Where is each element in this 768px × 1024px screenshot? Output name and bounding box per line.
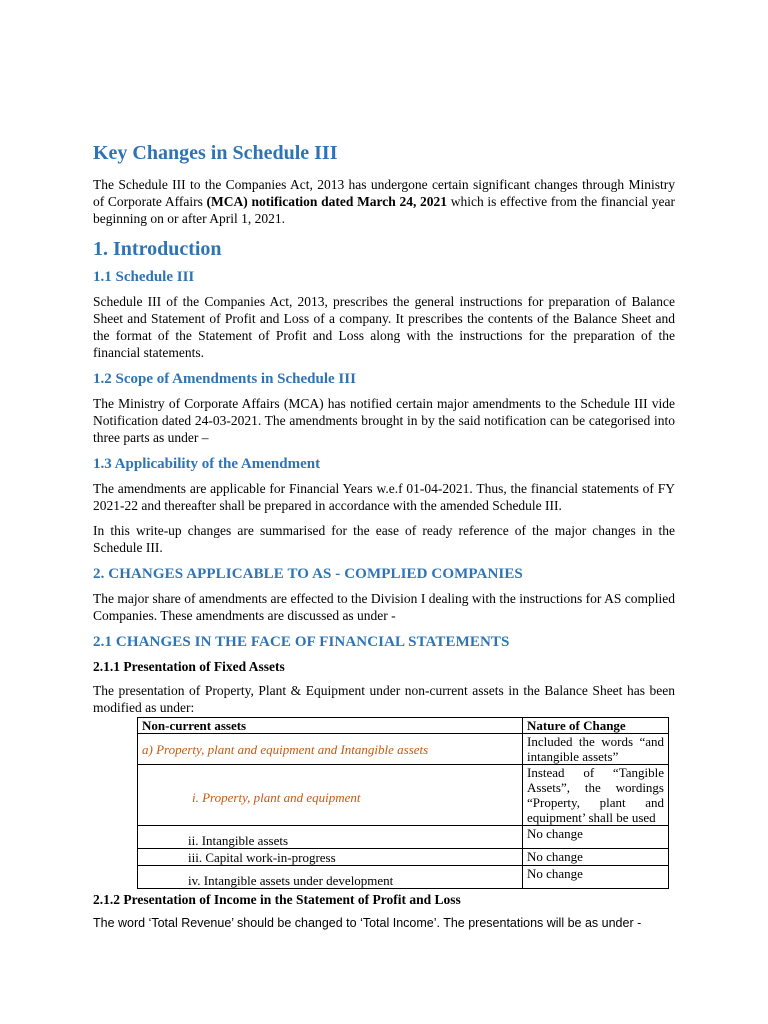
section-2-1-2-text: The word ‘Total Revenue’ should be changed to ‘Total Income’. The presentations will be as under -	[93, 916, 642, 930]
table-row	[138, 849, 669, 866]
section-2-heading: 2. CHANGES APPLICABLE TO AS - COMPLIED COMPANIES	[93, 566, 523, 582]
table-cell: No change	[523, 849, 669, 866]
section-1-title: Introduction	[113, 238, 222, 260]
changes-table	[137, 717, 669, 889]
section-1-3-text-2: In this write-up changes are summarised for the ease of ready reference of the major changes in the Schedule III.	[93, 523, 675, 555]
table-cell: No change	[523, 826, 669, 849]
document-title: Key Changes in Schedule III	[93, 142, 338, 164]
table-cell: Included the words “and intangible assets”	[523, 734, 669, 765]
table-row	[138, 866, 669, 889]
section-1-2-text: The Ministry of Corporate Affairs (MCA) has notified certain major amendments to the Schedule III vide Notification dated 24-03-2021. The amendments brought in by the said notification can be categorised into three parts as under –	[93, 396, 675, 445]
section-1-2-heading: 1.2 Scope of Amendments in Schedule III	[93, 371, 356, 387]
section-1-1-heading: 1.1 Schedule III	[93, 269, 195, 285]
section-2-1-heading: 2.1 CHANGES IN THE FACE OF FINANCIAL STATEMENTS	[93, 634, 510, 650]
table-cell: iv. Intangible assets under development	[138, 866, 523, 889]
table-cell: a) Property, plant and equipment and Intangible assets	[138, 734, 523, 765]
intro-paragraph	[93, 176, 675, 227]
section-2-1-2-heading: 2.1.2 Presentation of Income in the Statement of Profit and Loss	[93, 892, 461, 907]
document-content	[93, 140, 675, 940]
section-1-3-text-1: The amendments are applicable for Financial Years w.e.f 01-04-2021. Thus, the financial statements of FY 2021-22 and thereafter shall be prepared in accordance with the amended Schedule III.	[93, 481, 675, 513]
table-cell: iii. Capital work-in-progress	[138, 849, 523, 866]
table-row	[138, 734, 669, 765]
section-1-number: 1.	[93, 238, 108, 260]
table-cell: ii. Intangible assets	[138, 826, 523, 849]
section-2-1-1-heading: 2.1.1 Presentation of Fixed Assets	[93, 659, 285, 674]
table-header-cell: Non-current assets	[138, 718, 523, 734]
intro-text-end: which is effective from the financial year beginning on or after April 1, 2021.	[93, 194, 675, 226]
table-row	[138, 826, 669, 849]
intro-text-bold: (MCA) notification dated March 24, 2021	[206, 194, 448, 209]
intro-text-start: The Schedule III to the Companies Act, 2013 has undergone certain significant changes through Ministry of Corporate Affairs	[93, 177, 675, 209]
section-1-heading	[93, 237, 675, 261]
table-cell: Instead of “Tangible Assets”, the wordings “Property, plant and equipment’ shall be used	[523, 765, 669, 826]
section-2-1-1-text: The presentation of Property, Plant & Equipment under non-current assets in the Balance Sheet has been modified as under:	[93, 683, 675, 715]
table-header-row	[138, 718, 669, 734]
section-1-3-heading: 1.3 Applicability of the Amendment	[93, 456, 321, 472]
table-cell: i. Property, plant and equipment	[138, 765, 523, 826]
table-row	[138, 765, 669, 826]
section-2-text: The major share of amendments are effected to the Division I dealing with the instructions for AS complied Companies. These amendments are discussed as under -	[93, 591, 675, 623]
table-header-cell: Nature of Change	[523, 718, 669, 734]
table-cell: No change	[523, 866, 669, 889]
section-1-1-text: Schedule III of the Companies Act, 2013, prescribes the general instructions for preparation of Balance Sheet and Statement of Profit and Loss of a company. It prescribes the contents of the Balance Sheet and the format of the Statement of Profit and Loss along with the instructions for the preparation of the financial statements.	[93, 294, 675, 360]
